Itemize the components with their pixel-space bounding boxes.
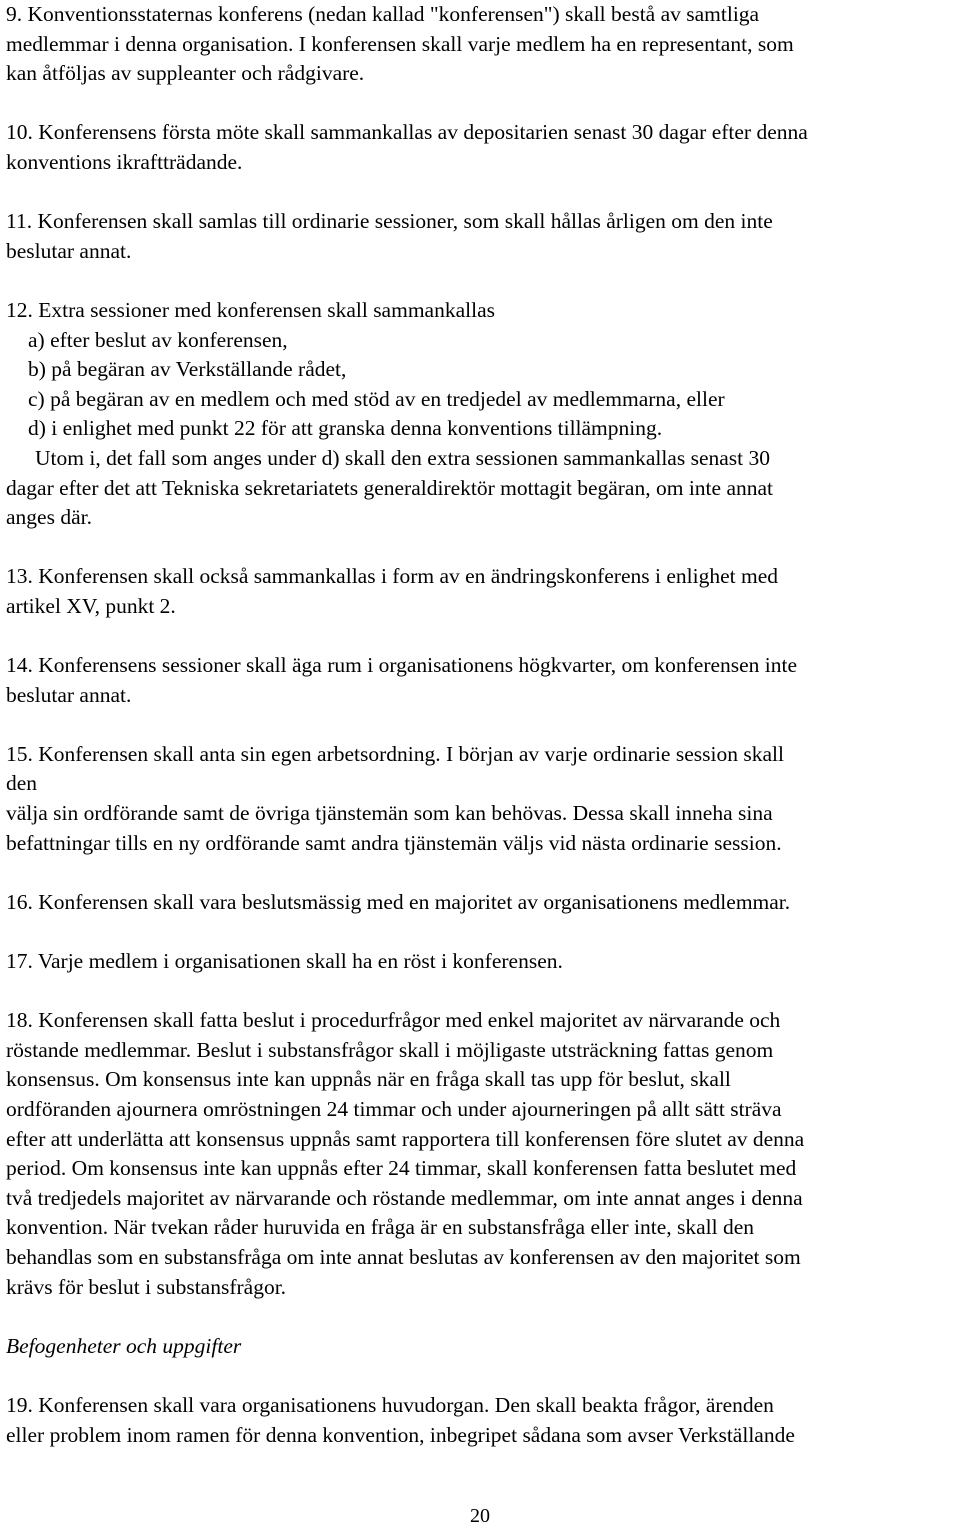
paragraph-11 <box>6 207 960 266</box>
text-line: behandlas som en substansfråga om inte annat beslutas av konferensen av den majoritet som <box>6 1244 801 1269</box>
paragraph-gap <box>6 178 960 208</box>
list-item: c) på begäran av en medlem och med stöd av en tredjedel av medlemmarna, eller <box>28 386 725 411</box>
paragraph-gap <box>6 710 960 740</box>
text-line: ordföranden ajournera omröstningen 24 timmar och under ajourneringen på allt sätt sträva <box>6 1096 782 1121</box>
paragraph-10 <box>6 118 960 177</box>
paragraph-gap <box>6 533 960 563</box>
text-line: artikel XV, punkt 2. <box>6 593 176 618</box>
text-line: 11. Konferensen skall samlas till ordinarie sessioner, som skall hållas årligen om den inte <box>6 209 773 234</box>
text-line: välja sin ordförande samt de övriga tjänstemän som kan behövas. Dessa skall inneha sina <box>6 801 773 826</box>
paragraph-15 <box>6 740 960 858</box>
list-item: b) på begäran av Verkställande rådet, <box>28 357 347 382</box>
text-line: 13. Konferensen skall också sammankallas i form av en ändringskonferens i enlighet med <box>6 564 778 589</box>
section-heading-text: Befogenheter och uppgifter <box>6 1333 242 1358</box>
paragraph-16 <box>6 888 960 918</box>
paragraph-gap <box>6 858 960 888</box>
paragraph-gap <box>6 1302 960 1332</box>
text-line: beslutar annat. <box>6 682 132 707</box>
text-line: 18. Konferensen skall fatta beslut i procedurfrågor med enkel majoritet av närvarande och <box>6 1008 781 1033</box>
text-line: befattningar tills en ny ordförande samt andra tjänstemän väljs vid nästa ordinarie session. <box>6 830 782 855</box>
paragraph-gap <box>6 89 960 119</box>
text-line: efter att underlätta att konsensus uppnås samt rapportera till konferensen före slutet av denna <box>6 1126 805 1151</box>
text-line: dagar efter det att Tekniska sekretariatets generaldirektör mottagit begäran, om inte annat <box>6 475 773 500</box>
text-line: 14. Konferensens sessioner skall äga rum i organisationens högkvarter, om konferensen inte <box>6 653 798 678</box>
paragraph-18 <box>6 1006 960 1302</box>
page-number: 20 <box>470 1505 490 1527</box>
paragraph-17 <box>6 947 960 977</box>
text-line: 15. Konferensen skall anta sin egen arbetsordning. I början av varje ordinarie session skall <box>6 741 784 766</box>
text-line: 17. Varje medlem i organisationen skall ha en röst i konferensen. <box>6 949 563 973</box>
text-line: kan åtföljas av suppleanter och rådgivare. <box>6 61 365 86</box>
list-item: a) efter beslut av konferensen, <box>28 327 288 352</box>
text-line: period. Om konsensus inte kan uppnås efter 24 timmar, skall konferensen fatta beslutet med <box>6 1156 797 1181</box>
text-line: 9. Konventionsstaternas konferens (nedan kallad "konferensen") skall bestå av samtliga <box>6 2 760 26</box>
text-line: beslutar annat. <box>6 238 132 263</box>
paragraph-9 <box>6 0 960 89</box>
text-line: medlemmar i denna organisation. I konferensen skall varje medlem ha en representant, som <box>6 31 794 56</box>
section-heading <box>6 1332 960 1362</box>
text-line: 16. Konferensen skall vara beslutsmässig med en majoritet av organisationens medlemmar. <box>6 889 791 914</box>
text-line: Utom i, det fall som anges under d) skall den extra sessionen sammankallas senast 30 <box>35 445 771 470</box>
text-line: konsensus. Om konsensus inte kan uppnås när en fråga skall tas upp för beslut, skall <box>6 1067 731 1092</box>
text-line: 19. Konferensen skall vara organisationens huvudorgan. Den skall beakta frågor, ärenden <box>6 1392 774 1417</box>
text-line: den <box>6 771 38 796</box>
text-line: konvention. När tvekan råder huruvida en fråga är en substansfråga eller inte, skall den <box>6 1215 755 1240</box>
text-line: eller problem inom ramen för denna konvention, inbegripet sådana som avser Verkställande <box>6 1422 795 1447</box>
paragraph-gap <box>6 977 960 1007</box>
paragraph-gap <box>6 917 960 947</box>
text-line: krävs för beslut i substansfrågor. <box>6 1274 287 1299</box>
text-line: anges där. <box>6 505 92 530</box>
paragraph-gap <box>6 1361 960 1391</box>
paragraph-19 <box>6 1391 960 1450</box>
text-line: röstande medlemmar. Beslut i substansfrågor skall i möjligaste utsträckning fattas genom <box>6 1037 774 1062</box>
paragraph-gap <box>6 621 960 651</box>
paragraph-gap <box>6 266 960 296</box>
document-page <box>6 0 960 1450</box>
text-line: 12. Extra sessioner med konferensen skall sammankallas <box>6 297 495 322</box>
text-line: konventions ikraftträdande. <box>6 149 243 174</box>
text-line: 10. Konferensens första möte skall sammankallas av depositarien senast 30 dagar efter denna <box>6 120 808 145</box>
paragraph-14 <box>6 651 960 710</box>
paragraph-12 <box>6 296 960 533</box>
list-item: d) i enlighet med punkt 22 för att granska denna konventions tillämpning. <box>28 416 663 441</box>
text-line: två tredjedels majoritet av närvarande och röstande medlemmar, om inte annat anges i denna <box>6 1185 803 1210</box>
paragraph-13 <box>6 562 960 621</box>
